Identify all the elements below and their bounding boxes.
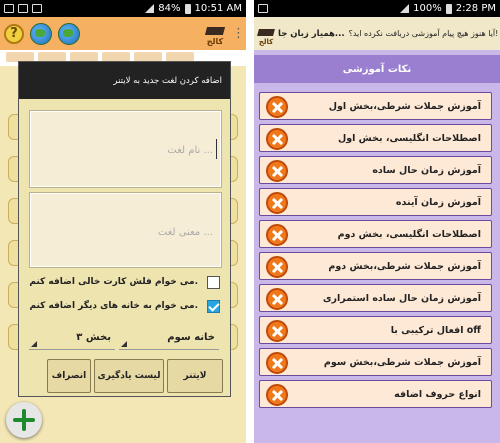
list-item-label: آموزش زمان آینده <box>395 196 481 208</box>
delete-icon[interactable] <box>266 256 288 278</box>
list-item[interactable] <box>259 316 492 344</box>
add-word-dialog <box>18 61 231 397</box>
section-spinner-value: بخش ۳ <box>76 332 111 343</box>
help-button[interactable]: ? <box>4 24 24 44</box>
leitner-button[interactable]: لایتنر <box>167 359 223 393</box>
divider <box>246 0 254 443</box>
status-bar <box>0 0 246 17</box>
section-spinner[interactable] <box>29 326 115 350</box>
battery-icon <box>446 4 452 14</box>
battery-percent: 84% <box>158 3 181 14</box>
notification-icon <box>4 4 14 13</box>
list-item[interactable] <box>259 380 492 408</box>
delete-icon[interactable] <box>266 384 288 406</box>
menu-icon[interactable]: ⋮ <box>232 26 245 41</box>
dialog-title: اضافه کردن لغت جدید به لایتنر <box>19 62 230 99</box>
other-houses-checkbox[interactable] <box>207 300 220 313</box>
left-screen <box>0 0 246 443</box>
word-input[interactable] <box>29 110 222 188</box>
list-item-label: آموزش جملات شرطی،بخش دوم <box>328 260 481 272</box>
battery-icon <box>185 4 191 14</box>
list-item-label: آموزش زمان حال ساده استمراری <box>322 292 481 304</box>
delete-icon[interactable] <box>266 128 288 150</box>
text-cursor <box>216 139 217 159</box>
delete-icon[interactable] <box>266 160 288 182</box>
list-item-label: اصطلاحات انگلیسی، بخش اول <box>337 132 481 144</box>
list-item-label: آموزش جملات شرطی،بخش اول <box>328 100 481 112</box>
delete-icon[interactable] <box>266 320 288 342</box>
list-item-label: آموزش زمان حال ساده <box>372 164 481 176</box>
learning-list-button[interactable]: لیست یادگیری <box>94 359 164 393</box>
list-item[interactable] <box>259 348 492 376</box>
list-item[interactable] <box>259 284 492 312</box>
logo-text: کالج <box>258 37 274 46</box>
signal-icon <box>400 4 409 13</box>
graduation-cap-icon <box>257 29 275 36</box>
meaning-placeholder: معنی لغت ... <box>157 227 213 238</box>
word-placeholder: نام لغت ... <box>167 145 213 156</box>
app-logo <box>204 22 226 46</box>
list-item-label: اصطلاحات انگلیسی، بخش دوم <box>337 228 481 240</box>
list-item[interactable] <box>259 220 492 248</box>
notice-text[interactable]: آیا هنوز هیچ پیام آموزشی دریافت نکرده اید؟! <box>348 29 499 38</box>
list-item-label: افعال ترکیبی با off <box>390 324 481 336</box>
graduation-cap-icon <box>205 27 225 35</box>
download-icon <box>32 4 42 13</box>
app-name: همیار زبان جا... <box>278 28 345 39</box>
empty-flashcard-checkbox[interactable] <box>207 276 220 289</box>
status-bar <box>254 0 500 17</box>
logo-text: کالج <box>206 36 224 46</box>
list-item[interactable] <box>259 156 492 184</box>
globe-icon[interactable] <box>30 23 52 45</box>
signal-icon <box>145 4 154 13</box>
list-item-label: آموزش جملات شرطی،بخش سوم <box>323 356 481 368</box>
share-globe-icon[interactable] <box>58 23 80 45</box>
list-item[interactable] <box>259 252 492 280</box>
list-item[interactable] <box>259 188 492 216</box>
app-logo <box>258 22 274 46</box>
list-item[interactable] <box>259 92 492 120</box>
cancel-button[interactable]: انصراف <box>47 359 91 393</box>
delete-icon[interactable] <box>266 224 288 246</box>
other-houses-label: می خوام به خانه های دیگر اضافه کنم. <box>29 301 198 311</box>
right-screen <box>254 0 500 443</box>
delete-icon[interactable] <box>266 352 288 374</box>
battery-percent: 100% <box>413 3 442 14</box>
list-item[interactable] <box>259 124 492 152</box>
clock: 10:51 AM <box>194 3 242 14</box>
delete-icon[interactable] <box>266 288 288 310</box>
list-item-label: انواع حروف اضافه <box>394 388 481 400</box>
delete-icon[interactable] <box>266 192 288 214</box>
page-title: نکات آموزشی <box>254 55 500 83</box>
notification-icon <box>258 4 268 13</box>
clock: 2:28 PM <box>455 3 496 14</box>
add-fab-button[interactable] <box>6 402 42 438</box>
empty-flashcard-label: می خوام فلش کارت خالی اضافه کنم. <box>29 277 198 287</box>
app-bar <box>0 17 246 50</box>
delete-icon[interactable] <box>266 96 288 118</box>
house-spinner[interactable] <box>119 326 219 350</box>
house-spinner-value: خانه سوم <box>167 332 215 343</box>
meaning-input[interactable] <box>29 192 222 268</box>
image-icon <box>18 4 28 13</box>
header-bar <box>254 17 500 50</box>
